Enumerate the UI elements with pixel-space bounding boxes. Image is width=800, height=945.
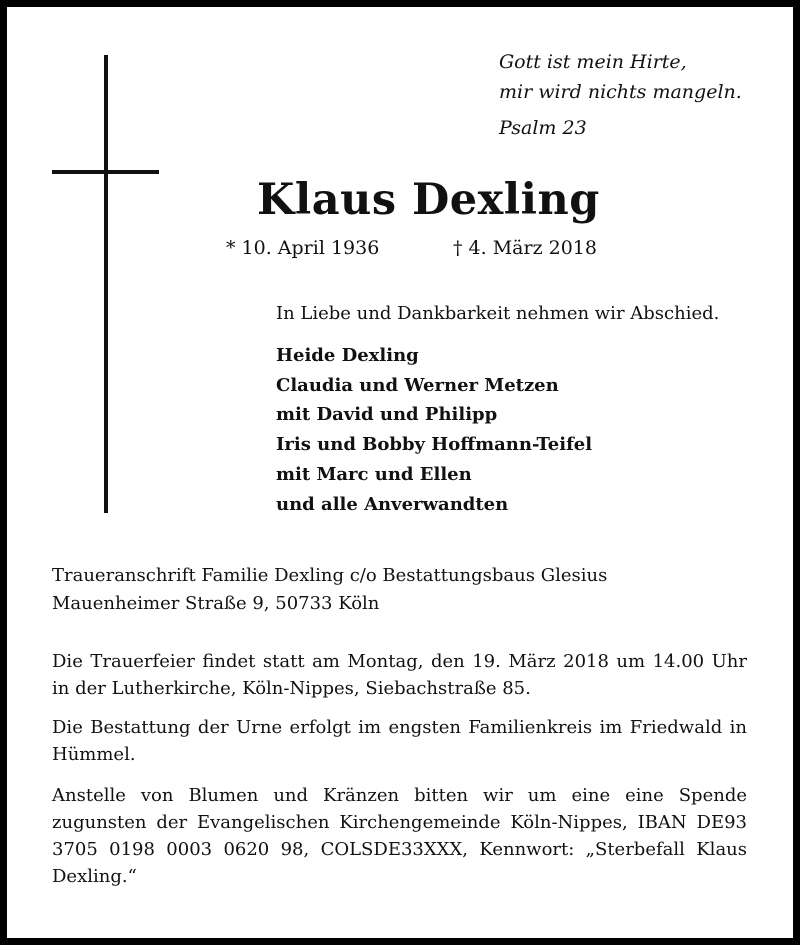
burial-paragraph: Die Bestattung der Urne erfolgt im engsten Familienkreis im Friedwald in Hümmel.: [52, 717, 747, 765]
cross-icon-horizontal-bar: [52, 170, 159, 174]
farewell-intro: In Liebe und Dankbarkeit nehmen wir Abschied.: [276, 303, 720, 324]
mourner-line: mit Marc und Ellen: [276, 463, 472, 485]
mourner-line: mit David und Philipp: [276, 404, 498, 426]
address-line-1: Traueranschrift Familie Dexling c/o Bestattungsbaus Glesius: [52, 565, 608, 586]
death-date: † 4. März 2018: [453, 237, 597, 259]
psalm-line-2: mir wird nichts mangeln.: [499, 81, 742, 103]
birth-date: * 10. April 1936: [226, 237, 380, 259]
mourner-line: Claudia und Werner Metzen: [276, 374, 559, 396]
psalm-line-1: Gott ist mein Hirte,: [499, 51, 687, 73]
mourner-line: Iris und Bobby Hoffmann-Teifel: [276, 434, 593, 456]
mourner-line: und alle Anverwandten: [276, 493, 509, 515]
address-line-2: Mauenheimer Straße 9, 50733 Köln: [52, 593, 380, 614]
mourning-address: [52, 562, 607, 618]
deceased-name: Klaus Dexling: [257, 175, 600, 225]
ceremony-paragraph: Die Trauerfeier findet statt am Montag, den 19. März 2018 um 14.00 Uhr in der Lutherkirche, Köln-Nippes, Siebachstraße 85.: [52, 651, 747, 699]
psalm-reference: Psalm 23: [499, 117, 587, 139]
mourners-list: [276, 341, 592, 519]
mourner-line: Heide Dexling: [276, 345, 419, 366]
psalm-quote: [499, 47, 742, 143]
cross-icon-vertical-bar: [104, 55, 108, 513]
donation-paragraph: Anstelle von Blumen und Kränzen bitten wir um eine eine Spende zugunsten der Evangelischen Kirchengemeinde Köln-Nippes, IBAN DE93 3705 0198 0003 0620 98, COLSDE33XXX, Kennwort: „Sterbefall Klaus Dexling.“: [52, 785, 747, 887]
